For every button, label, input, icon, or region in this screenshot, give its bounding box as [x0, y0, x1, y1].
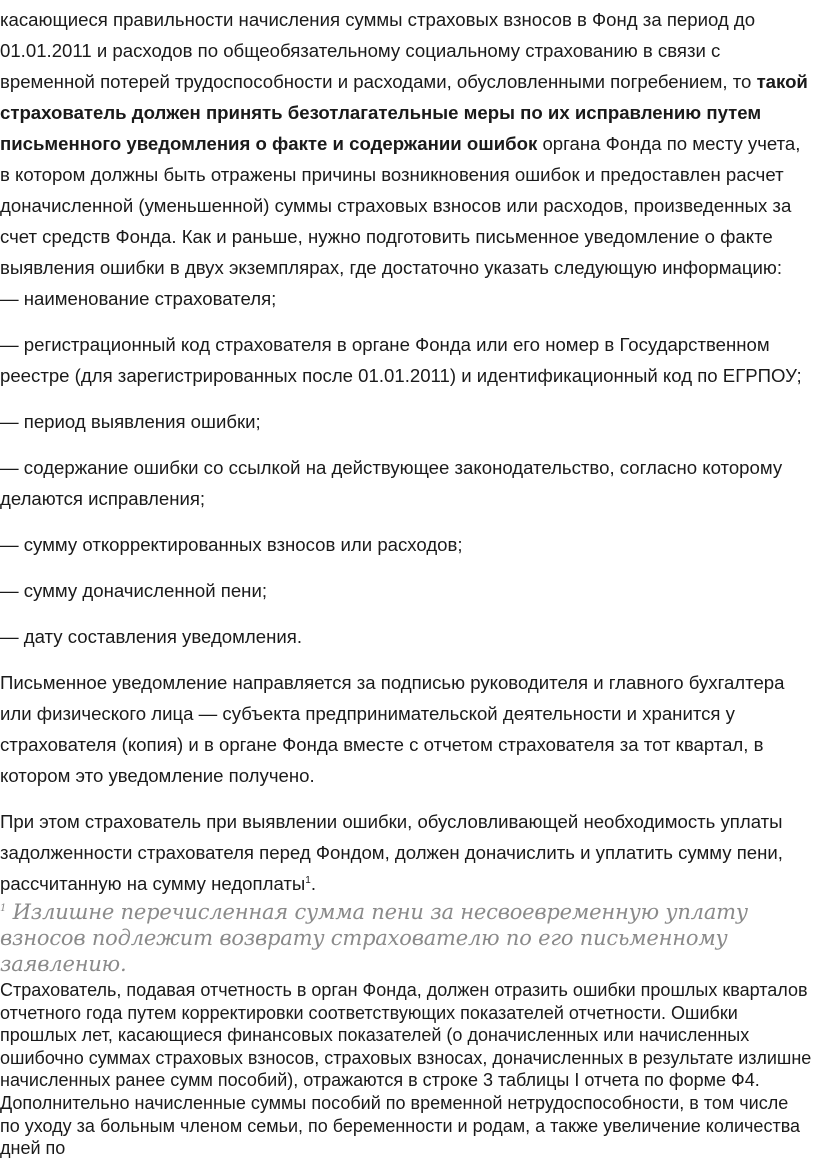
list-item: — регистрационный код страхователя в органе Фонда или его номер в Государственном реестре (для зарегистрированных после 01.01.2011) и идентификационный код по ЕГРПОУ;: [0, 334, 802, 386]
footnote-reference: 1: [305, 874, 311, 886]
intro-paragraph: [0, 0, 812, 283]
intro-text-start: касающиеся правильности начисления суммы страховых взносов в Фонд за период до 01.01.2011 и расходов по общеобязательному социальному страхованию в связи с временной потерей трудоспособности и расходами, обусловленными погребением, то: [0, 9, 757, 92]
list-item: — наименование страхователя;: [0, 288, 277, 309]
list-item: — сумму откорректированных взносов или расходов;: [0, 534, 463, 555]
list-item: — период выявления ошибки;: [0, 411, 261, 432]
penalty-paragraph: [0, 806, 812, 899]
footnote: [0, 899, 812, 977]
list-item: — содержание ошибки со ссылкой на действующее законодательство, согласно которому делаются исправления;: [0, 457, 783, 509]
penalty-text: При этом страхователь при выявлении ошибки, обусловливающей необходимость уплаты задолженности страхователя перед Фондом, должен доначислить и уплатить сумму пени, рассчитанную на сумму недоплаты: [0, 811, 783, 894]
notification-paragraph: Письменное уведомление направляется за подписью руководителя и главного бухгалтера или физического лица — субъекта предпринимательской деятельности и хранится у страхователя (копия) и в органе Фонда вместе с отчетом страхователя за тот квартал, в котором это уведомление получено.: [0, 672, 785, 786]
intro-text-end: органа Фонда по месту учета, в котором должны быть отражены причины возникновения ошибок и предоставлен расчет доначисленной (уменьшенной) суммы страховых взносов или расходов, произведенных за счет средств Фонда. Как и раньше, нужно подготовить письменное уведомление о факте выявления ошибки в двух экземплярах, где достаточно указать следующую информацию:: [0, 133, 801, 278]
intro-bold-text: такой страхователь должен принять безотлагательные меры по их исправлению путем письменного уведомления о факте и содержании ошибок: [0, 71, 808, 154]
reporting-paragraph: Страхователь, подавая отчетность в орган Фонда, должен отразить ошибки прошлых кварталов отчетного года путем корректировки соответствующих показателей отчетности. Ошибки прошлых лет, касающиеся финансовых показателей (о доначисленных или начисленных ошибочно суммах страховых взносов, страховых взносах, доначисленных в результате излишне начисленных ранее сумм пособий), отражаются в строке 3 таблицы I отчета по форме Ф4. Дополнительно начисленные суммы пособий по временной нетрудоспособности, в том числе по уходу за больным членом семьи, по беременности и родам, а также увеличение количества дней по: [0, 980, 812, 1159]
penalty-end: .: [310, 873, 316, 894]
list-item: — дату составления уведомления.: [0, 626, 303, 647]
list-item: — сумму доначисленной пени;: [0, 580, 267, 601]
footnote-text: Излишне перечисленная сумма пени за несвоевременную уплату взносов подлежит возврату страхователю по его письменному заявлению.: [0, 900, 748, 976]
footnote-number: 1: [0, 903, 7, 914]
